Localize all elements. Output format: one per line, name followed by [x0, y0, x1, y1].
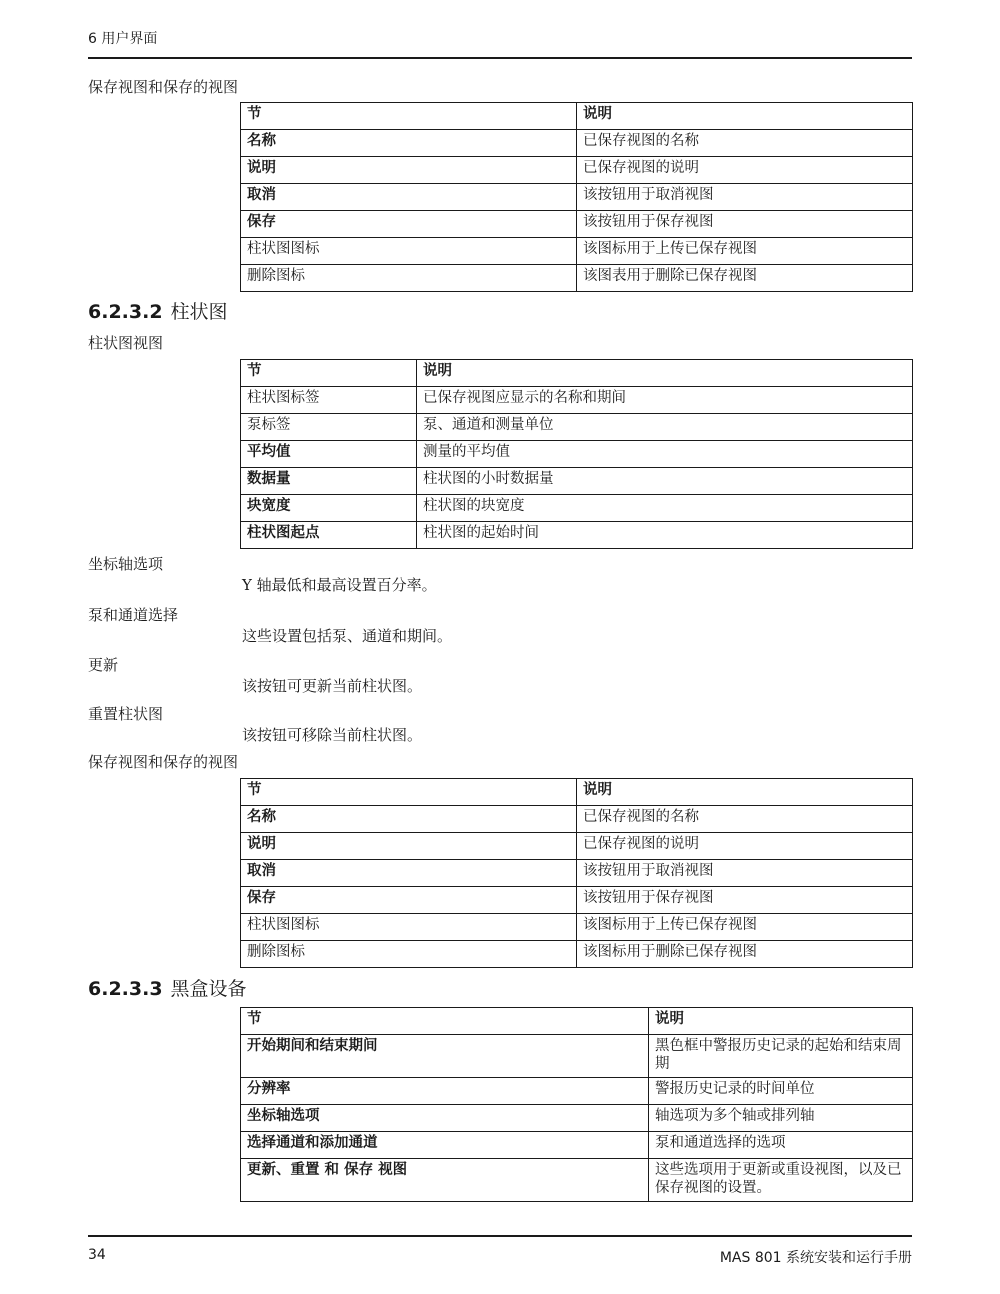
header-cell-description: 说明 [577, 103, 913, 130]
table-cell: 柱状图图标 [241, 238, 577, 265]
header-cell-description: 说明 [649, 1008, 913, 1035]
table-cell: 分辨率 [241, 1078, 649, 1105]
blackbox-table [240, 1007, 913, 1202]
table-row [241, 211, 913, 238]
table-cell: 名称 [241, 130, 577, 157]
table-header-row [241, 1008, 913, 1035]
table-row [241, 495, 913, 522]
table-cell: 黑色框中警报历史记录的起始和结束周期 [649, 1035, 913, 1078]
table-row [241, 238, 913, 265]
table-cell: 轴选项为多个轴或排列轴 [649, 1105, 913, 1132]
table-row [241, 833, 913, 860]
table-row [241, 265, 913, 292]
table-cell: 柱状图起点 [241, 522, 417, 549]
table-cell: 删除图标 [241, 265, 577, 292]
table-cell: 已保存视图应显示的名称和期间 [417, 387, 913, 414]
option-label-reset: 重置柱状图 [88, 705, 164, 723]
table-row [241, 130, 913, 157]
table-cell: 名称 [241, 806, 577, 833]
table-row [241, 1035, 913, 1078]
table-row [241, 1159, 913, 1202]
saved-view-label: 保存视图和保存的视图 [88, 78, 239, 96]
table-cell: 已保存视图的说明 [577, 157, 913, 184]
header-cell-section: 节 [241, 1008, 649, 1035]
section-heading-blackbox [88, 974, 247, 1001]
header-cell-description: 说明 [417, 360, 913, 387]
table-cell: 坐标轴选项 [241, 1105, 649, 1132]
table-cell: 保存 [241, 211, 577, 238]
table-row [241, 887, 913, 914]
section-title: 黑盒设备 [170, 978, 247, 1000]
table-cell: 平均值 [241, 441, 417, 468]
table-row [241, 387, 913, 414]
table-cell: 说明 [241, 157, 577, 184]
section-number: 6.2.3.3 [88, 978, 163, 1000]
table-cell: 这些选项用于更新或重设视图，以及已保存视图的设置。 [649, 1159, 913, 1202]
table-cell: 柱状图的起始时间 [417, 522, 913, 549]
table-cell: 选择通道和添加通道 [241, 1132, 649, 1159]
table-cell: 更新、重置 和 保存 视图 [241, 1159, 649, 1202]
option-label-axis: 坐标轴选项 [88, 555, 164, 573]
saved-view-label-2: 保存视图和保存的视图 [88, 753, 239, 771]
table-row [241, 414, 913, 441]
bar-view-label: 柱状图视图 [88, 334, 164, 352]
header-cell-section: 节 [241, 360, 417, 387]
page-number: 34 [88, 1247, 106, 1263]
footer-rule [88, 1235, 912, 1237]
table-cell: 警报历史记录的时间单位 [649, 1078, 913, 1105]
table-cell: 数据量 [241, 468, 417, 495]
table-cell: 柱状图的小时数据量 [417, 468, 913, 495]
table-cell: 该按钮用于取消视图 [577, 860, 913, 887]
table-cell: 泵和通道选择的选项 [649, 1132, 913, 1159]
table-cell: 已保存视图的说明 [577, 833, 913, 860]
section-title: 柱状图 [170, 301, 228, 323]
table-cell: 测量的平均值 [417, 441, 913, 468]
table-header-row [241, 360, 913, 387]
header-cell-section: 节 [241, 779, 577, 806]
section-heading-bar-chart [88, 297, 228, 324]
table-row [241, 184, 913, 211]
table-row [241, 441, 913, 468]
option-description-axis: Y 轴最低和最高设置百分率。 [242, 576, 437, 594]
table-cell: 该图表用于删除已保存视图 [577, 265, 913, 292]
table-row [241, 1132, 913, 1159]
table-cell: 该图标用于上传已保存视图 [577, 914, 913, 941]
table-row [241, 914, 913, 941]
header-cell-section: 节 [241, 103, 577, 130]
table-row [241, 468, 913, 495]
table-row [241, 860, 913, 887]
manual-title: MAS 801 系统安装和运行手册 [719, 1250, 912, 1266]
table-header-row [241, 779, 913, 806]
bar-view-table [240, 359, 913, 549]
section-number: 6.2.3.2 [88, 301, 163, 323]
table-header-row [241, 103, 913, 130]
table-cell: 保存 [241, 887, 577, 914]
table-cell: 删除图标 [241, 941, 577, 968]
table-cell: 取消 [241, 184, 577, 211]
table-row [241, 941, 913, 968]
table-cell: 该按钮用于保存视图 [577, 211, 913, 238]
table-cell: 取消 [241, 860, 577, 887]
table-cell: 柱状图图标 [241, 914, 577, 941]
table-cell: 已保存视图的名称 [577, 130, 913, 157]
table-cell: 该图标用于上传已保存视图 [577, 238, 913, 265]
running-head: 6 用户界面 [88, 31, 158, 47]
table-cell: 该按钮用于保存视图 [577, 887, 913, 914]
option-description-pump-channel: 这些设置包括泵、通道和期间。 [242, 627, 453, 645]
table-cell: 已保存视图的名称 [577, 806, 913, 833]
option-description-update: 该按钮可更新当前柱状图。 [242, 677, 423, 695]
table-cell: 该按钮用于取消视图 [577, 184, 913, 211]
table-cell: 块宽度 [241, 495, 417, 522]
saved-view-table [240, 102, 913, 292]
table-cell: 柱状图标签 [241, 387, 417, 414]
option-label-update: 更新 [88, 656, 119, 674]
table-cell: 开始期间和结束期间 [241, 1035, 649, 1078]
table-cell: 该图标用于删除已保存视图 [577, 941, 913, 968]
table-row [241, 1078, 913, 1105]
header-cell-description: 说明 [577, 779, 913, 806]
table-row [241, 157, 913, 184]
table-row [241, 806, 913, 833]
table-cell: 说明 [241, 833, 577, 860]
saved-view-table-2 [240, 778, 913, 968]
table-row [241, 1105, 913, 1132]
table-cell: 柱状图的块宽度 [417, 495, 913, 522]
table-row [241, 522, 913, 549]
header-rule [88, 57, 912, 59]
option-description-reset: 该按钮可移除当前柱状图。 [242, 726, 423, 744]
option-label-pump-channel: 泵和通道选择 [88, 606, 179, 624]
table-cell: 泵、通道和测量单位 [417, 414, 913, 441]
table-cell: 泵标签 [241, 414, 417, 441]
